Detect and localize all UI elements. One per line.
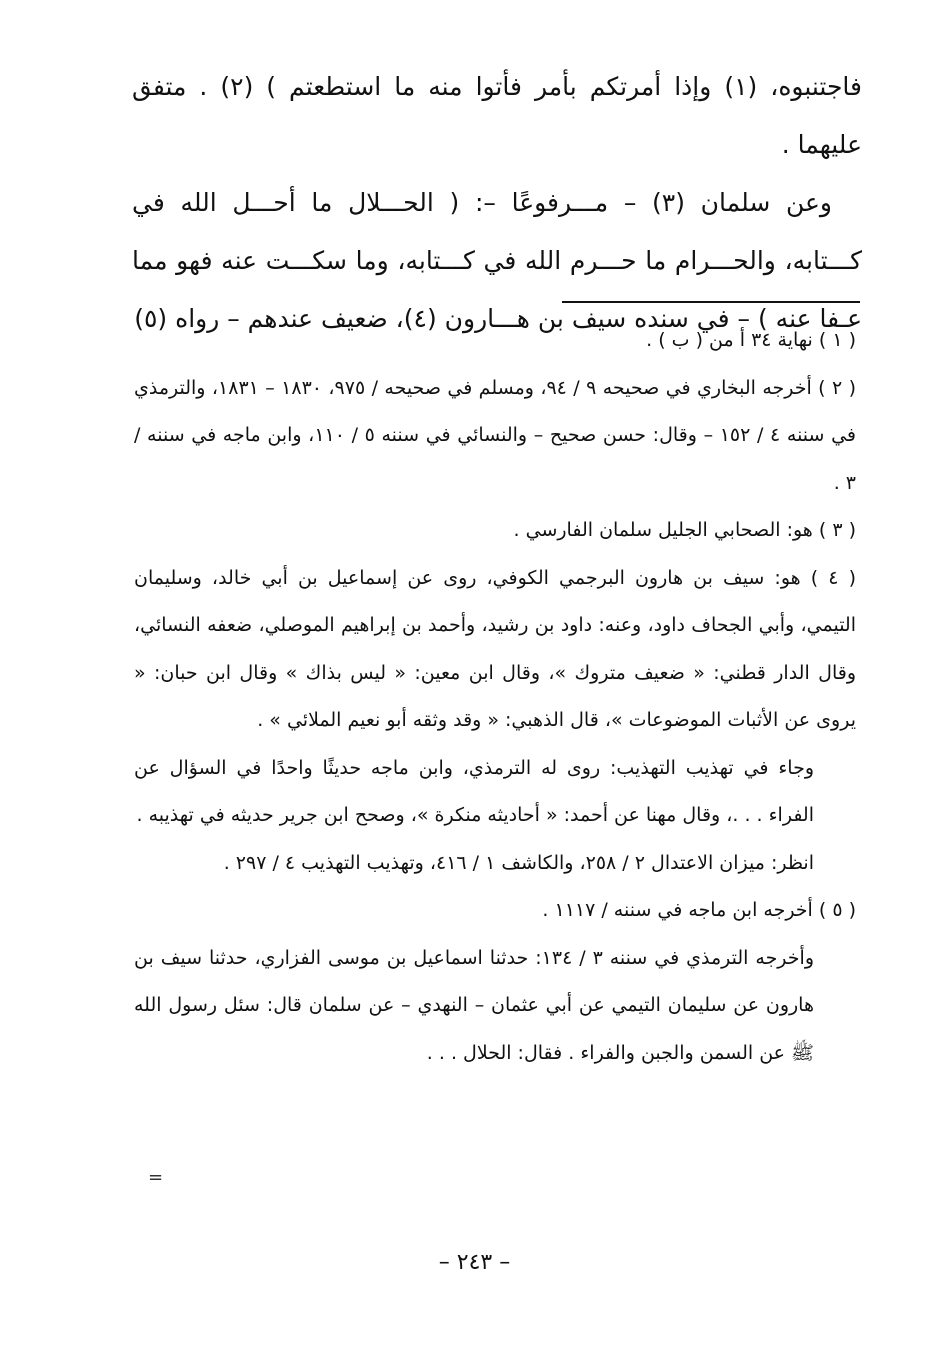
footnote-4-paragraph-2: وجاء في تهذيب التهذيب: روى له الترمذي، وابن ماجه حديثًا واحدًا في السؤال عن الفراء . . .، وقال مهنا عن أحمد: « أحاديثه منكرة »، وصحح ابن جرير حديثه في تهذيبه . xyxy=(134,756,814,826)
footnote-separator-rule xyxy=(562,301,860,303)
main-text-line-1: فاجتنبوه، (١) وإذا أمرتكم بأمر فأتوا منه ما استطعتم ) (٢) . متفق عليهما . xyxy=(132,72,862,159)
footnote-5: ( ٥ ) أخرجه ابن ماجه في سننه / ١١١٧ . xyxy=(542,899,856,921)
footnotes-section xyxy=(134,317,856,1077)
footnote-1: ( ١ ) نهاية ٣٤ أ من ( ب ) . xyxy=(646,329,856,351)
continuation-mark: = xyxy=(148,1167,164,1188)
footnote-4: ( ٤ ) هو: سيف بن هارون البرجمي الكوفي، روى عن إسماعيل بن أبي خالد، وسليمان التيمي، وأبي الجحاف داود، وعنه: داود بن رشيد، وأحمد بن إبراهيم الموصلي، ضعفه النسائي، وقال الدار قطني: « ضعيف متروك »، وقال ابن معين: « ليس بذاك » وقال ابن حبان: « يروى عن الأثبات الموضوعات »، قال الذهبي: « وقد وثقه أبو نعيم الملائي » . xyxy=(134,566,856,731)
main-text-paragraph-2: وعن سلمان (٣) – مـــرفوعًا –: ( الحـــلال ما أحـــل الله في كـــتابه، والحـــرام ما حـــرم الله في كـــتابه، وما سكـــت عنه فهو مما عـفا عنه ) – في سنده سيف بن هـــارون (٤)، ضعيف عندهم – رواه (٥) xyxy=(132,188,862,333)
footnote-3: ( ٣ ) هو: الصحابي الجليل سلمان الفارسي . xyxy=(513,519,856,541)
main-text xyxy=(132,58,862,348)
footnote-2: ( ٢ ) أخرجه البخاري في صحيحه ٩ / ٩٤، ومسلم في صحيحه / ٩٧٥، ١٨٣٠ – ١٨٣١، والترمذي في سننه ٤ / ١٥٢ – وقال: حسن صحيح – والنسائي في سننه ٥ / ١١٠، وابن ماجه في سننه / ٣ . xyxy=(134,376,857,494)
footnote-5-paragraph-2: وأخرجه الترمذي في سننه ٣ / ١٣٤: حدثنا اسماعيل بن موسى الفزاري، حدثنا سيف بن هارون عن سليمان التيمي عن أبي عثمان – النهدي – عن سلمان قال: سئل رسول الله ﷺ عن السمن والجبن والفراء . فقال: الحلال . . . xyxy=(134,946,814,1064)
page-number: – ٢٤٣ – xyxy=(438,1250,511,1275)
footnote-4-paragraph-3: انظر: ميزان الاعتدال ٢ / ٢٥٨، والكاشف ١ / ٤١٦، وتهذيب التهذيب ٤ / ٢٩٧ . xyxy=(223,851,814,874)
